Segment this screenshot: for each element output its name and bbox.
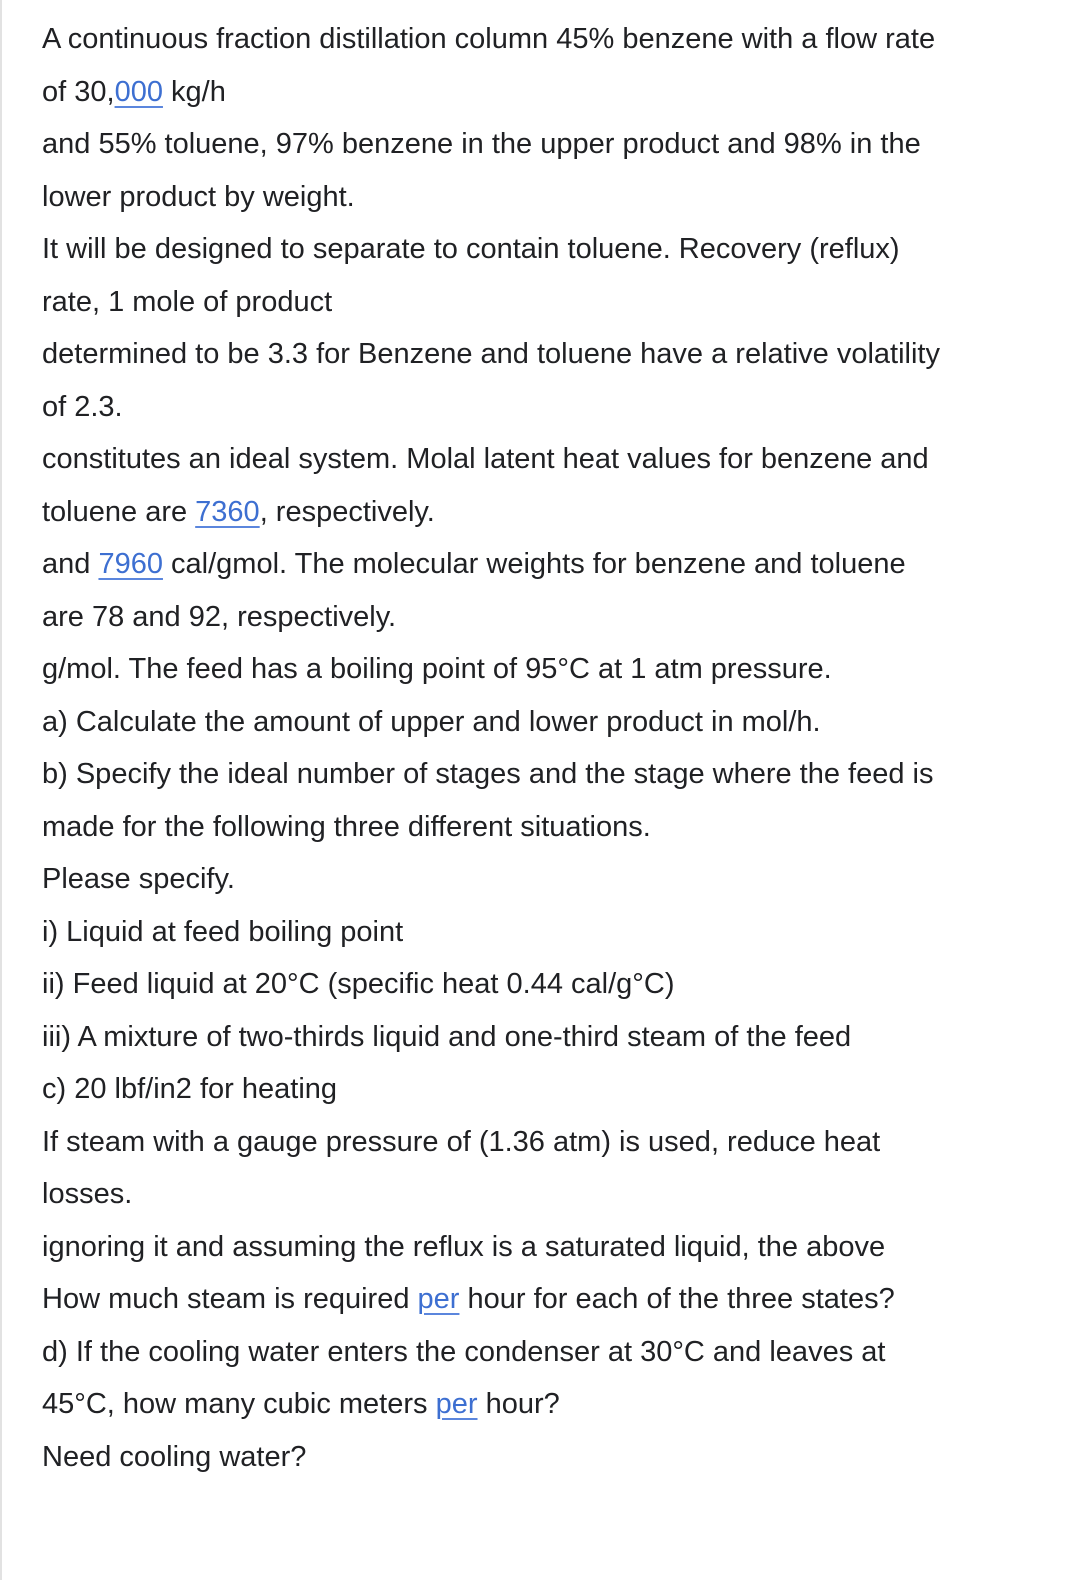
number-link-000[interactable]: 000 bbox=[114, 75, 163, 108]
case-iii: iii) A mixture of two-thirds liquid and one-third steam of the feed bbox=[42, 1020, 852, 1053]
text-line-23: losses. bbox=[42, 1178, 133, 1210]
text-segment: toluene are bbox=[42, 495, 196, 528]
text-line-5: It will be designed to separate to contain toluene. Recovery (reflux) bbox=[42, 233, 900, 265]
question-b: b) Specify the ideal number of stages and the stage where the feed is bbox=[42, 758, 934, 790]
text-line-16: made for the following three different situations. bbox=[42, 810, 651, 843]
text-line-8: of 2.3. bbox=[42, 390, 123, 423]
question-c: c) 20 lbf/in2 for heating bbox=[42, 1073, 338, 1105]
text-segment: , respectively. bbox=[259, 495, 435, 528]
text-line-7: determined to be 3.3 for Benzene and toluene have a relative volatility bbox=[42, 338, 940, 370]
text-segment: kg/h bbox=[162, 75, 226, 108]
text-line-27 bbox=[42, 1378, 1062, 1431]
text-line-24: ignoring it and assuming the reflux is a saturated liquid, the above bbox=[42, 1230, 886, 1263]
text-segment: of 30, bbox=[42, 75, 115, 108]
text-line-1: A continuous fraction distillation column 45% benzene with a flow rate bbox=[42, 23, 936, 55]
text-line-3: and 55% toluene, 97% benzene in the upper product and 98% in the bbox=[42, 128, 921, 160]
text-line-9: constitutes an ideal system. Molal latent heat values for benzene and bbox=[42, 443, 929, 475]
text-segment: 45°C, how many cubic meters bbox=[42, 1388, 436, 1420]
text-segment: hour? bbox=[477, 1388, 560, 1420]
question-d: d) If the cooling water enters the condenser at 30°C and leaves at bbox=[42, 1335, 886, 1368]
question-a: a) Calculate the amount of upper and lower product in mol/h. bbox=[42, 705, 821, 738]
case-i: i) Liquid at feed boiling point bbox=[42, 915, 404, 948]
problem-text bbox=[42, 13, 1062, 1483]
text-line-17: Please specify. bbox=[42, 863, 235, 895]
number-link-7960[interactable]: 7960 bbox=[98, 548, 163, 580]
text-segment: hour for each of the three states? bbox=[459, 1283, 895, 1315]
text-line-4: lower product by weight. bbox=[42, 180, 355, 213]
word-link-per[interactable]: per bbox=[435, 1388, 478, 1420]
text-segment: and bbox=[42, 548, 99, 580]
number-link-7360[interactable]: 7360 bbox=[195, 495, 260, 528]
text-line-6: rate, 1 mole of product bbox=[42, 285, 333, 318]
text-line-11 bbox=[42, 538, 1062, 591]
text-line-25 bbox=[42, 1273, 1062, 1326]
text-line-12: are 78 and 92, respectively. bbox=[42, 600, 397, 633]
text-line-28: Need cooling water? bbox=[42, 1440, 307, 1473]
text-segment: How much steam is required bbox=[42, 1283, 418, 1315]
case-ii: ii) Feed liquid at 20°C (specific heat 0.44 cal/g°C) bbox=[42, 968, 675, 1000]
word-link-per[interactable]: per bbox=[417, 1283, 460, 1315]
text-line-22: If steam with a gauge pressure of (1.36 atm) is used, reduce heat bbox=[42, 1125, 881, 1158]
text-line-10 bbox=[42, 486, 1062, 539]
text-line-2 bbox=[42, 66, 1062, 119]
text-line-13: g/mol. The feed has a boiling point of 95°C at 1 atm pressure. bbox=[42, 653, 832, 685]
text-segment: cal/gmol. The molecular weights for benzene and toluene bbox=[162, 548, 906, 580]
